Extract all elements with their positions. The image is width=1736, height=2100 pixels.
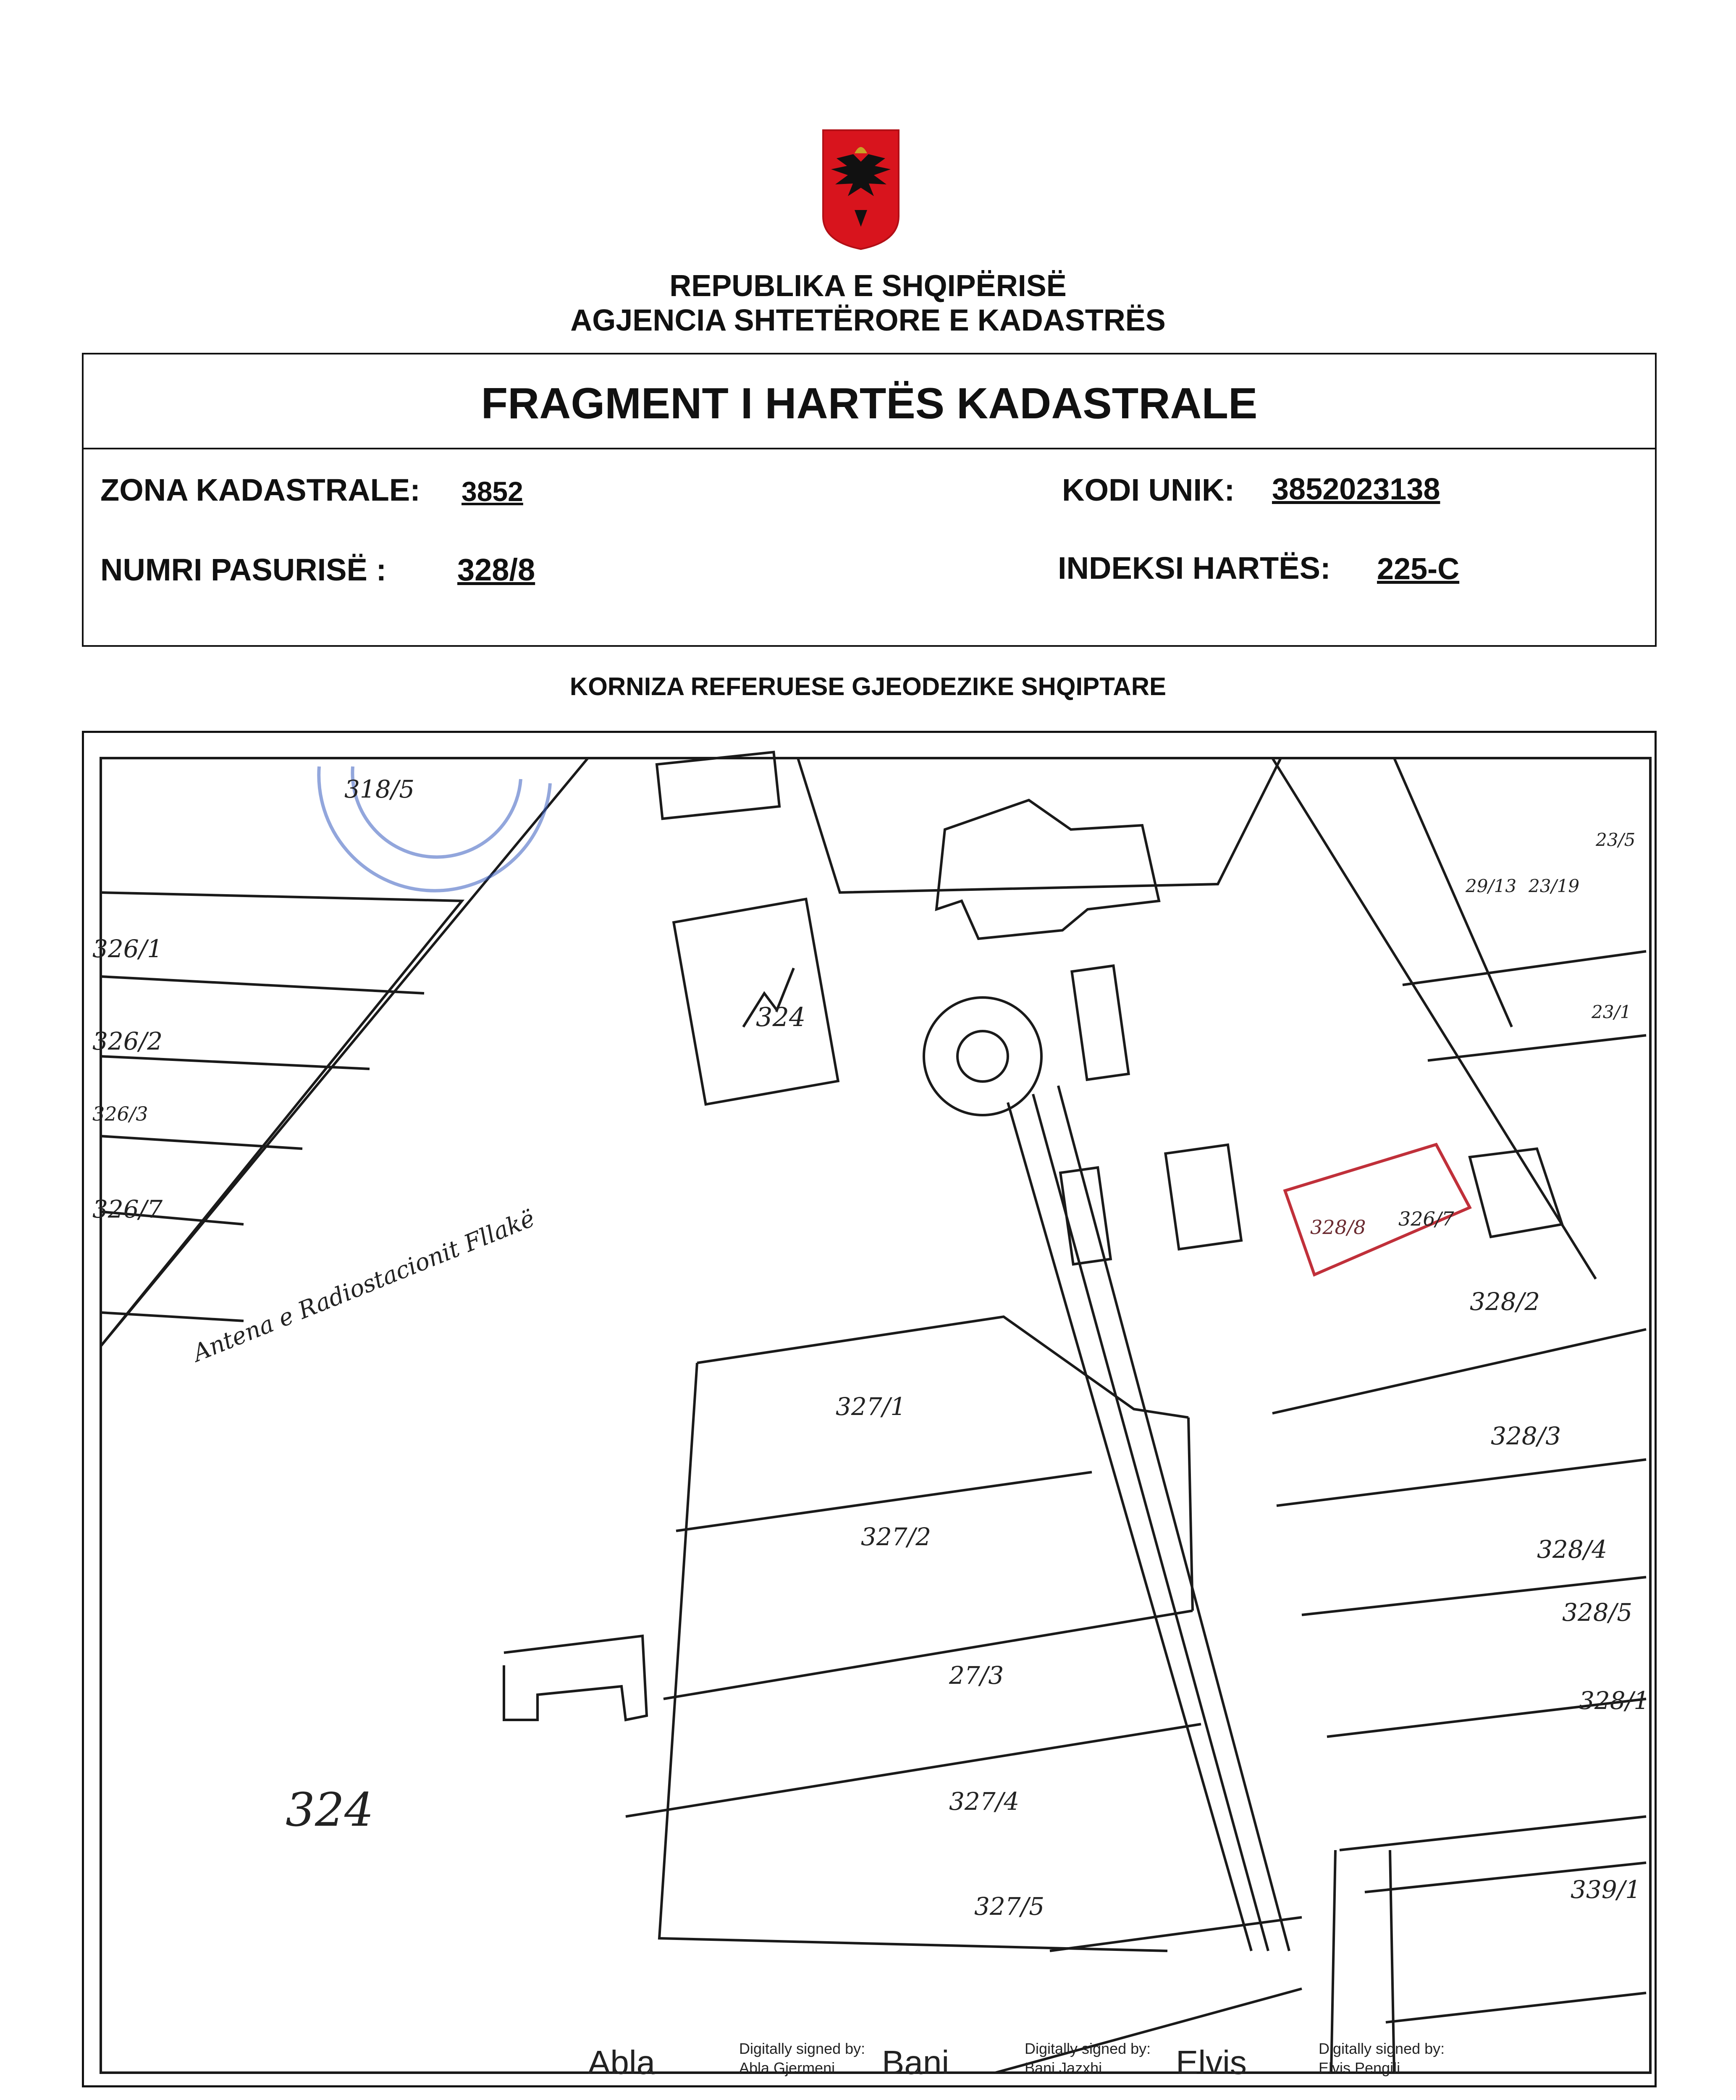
document-title: FRAGMENT I HARTËS KADASTRALE xyxy=(481,379,1258,428)
map-label-326-3: 326/3 xyxy=(92,1102,148,1125)
map-label-29-13: 29/13 xyxy=(1466,876,1517,896)
map-label-23-5: 23/5 xyxy=(1596,830,1636,850)
map-label-318-5: 318/5 xyxy=(344,775,415,803)
albanian-eagle-emblem-icon xyxy=(821,128,901,250)
kodi-value: 3852023138 xyxy=(1272,472,1440,506)
signature-2-first: Bani xyxy=(882,2044,949,2081)
country-heading: REPUBLIKA E SHQIPËRISË xyxy=(669,269,1067,303)
map-label-339-1: 339/1 xyxy=(1571,1875,1641,1904)
signature-1-first: Abla xyxy=(588,2044,656,2081)
map-label-327-1: 327/1 xyxy=(836,1392,906,1421)
map-label-328-4: 328/4 xyxy=(1537,1535,1608,1564)
document-info-box xyxy=(82,353,1657,647)
zona-label: ZONA KADASTRALE: xyxy=(100,472,420,507)
numri-value: 328/8 xyxy=(457,552,535,587)
signature-3-signed-by: Digitally signed by: Elvis Pengili xyxy=(1319,2040,1445,2076)
map-label-27-3: 27/3 xyxy=(949,1661,1004,1690)
indeksi-value: 225-C xyxy=(1377,552,1460,586)
map-label-road: Antena e Radiostacionit Fllakë xyxy=(189,1205,539,1368)
signature-1-signed-by: Digitally signed by: Abla Gjermeni xyxy=(739,2040,865,2076)
map-label-324a: 324 xyxy=(756,1002,806,1032)
title-bar xyxy=(84,354,1655,449)
cadastral-map xyxy=(82,731,1657,2087)
map-label-328-8: 328/8 xyxy=(1310,1216,1366,1239)
map-label-327-2: 327/2 xyxy=(861,1522,931,1551)
kodi-label: KODI UNIK: xyxy=(1062,472,1235,507)
map-label-326-7: 326/7 xyxy=(92,1195,163,1223)
map-label-326-7b: 326/7 xyxy=(1398,1208,1454,1230)
map-label-23-1: 23/1 xyxy=(1592,1002,1631,1022)
map-label-328-3: 328/3 xyxy=(1491,1422,1561,1450)
indeksi-label: INDEKSI HARTËS: xyxy=(1058,551,1331,585)
map-label-324b: 324 xyxy=(286,1783,374,1837)
map-label-327-5: 327/5 xyxy=(974,1892,1045,1921)
zona-value: 3852 xyxy=(462,476,523,507)
map-label-326-2: 326/2 xyxy=(92,1027,163,1055)
signature-3-first: Elvis xyxy=(1176,2044,1247,2081)
map-label-328-1: 328/1 xyxy=(1579,1686,1649,1715)
map-label-326-1: 326/1 xyxy=(92,934,163,963)
map-label-327-4: 327/4 xyxy=(949,1787,1020,1816)
reference-frame-heading: KORNIZA REFERUESE GJEODEZIKE SHQIPTARE xyxy=(569,672,1167,701)
agency-heading: AGJENCIA SHTETËRORE E KADASTRËS xyxy=(570,304,1166,337)
map-label-328-5: 328/5 xyxy=(1562,1598,1633,1627)
numri-label: NUMRI PASURISË : xyxy=(100,552,387,587)
map-label-328-2: 328/2 xyxy=(1470,1287,1540,1316)
signature-2-signed-by: Digitally signed by: Bani Jazxhi xyxy=(1025,2040,1151,2076)
map-label-23-19: 23/19 xyxy=(1529,876,1580,896)
